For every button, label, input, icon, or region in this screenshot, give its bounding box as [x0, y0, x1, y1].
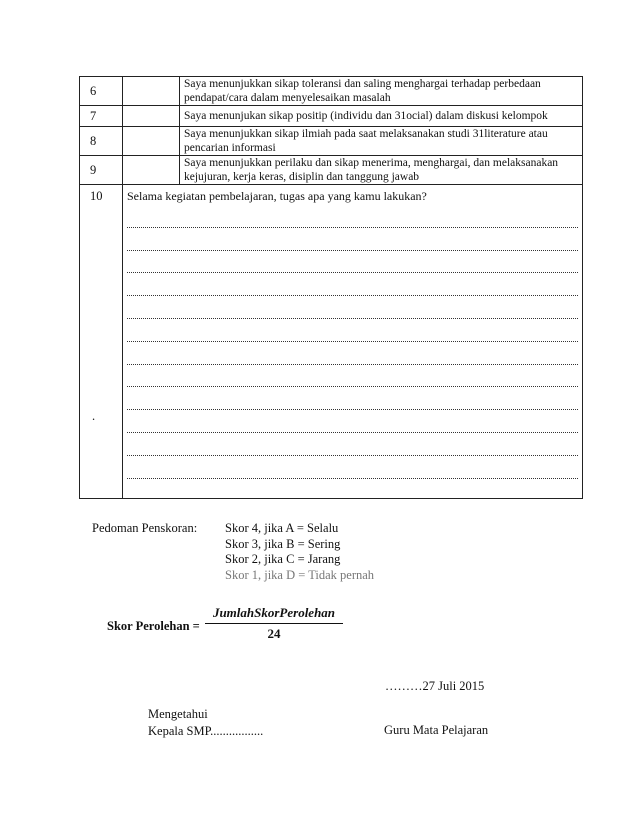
- row-statement: Saya menunjukkan sikap ilmiah pada saat melaksanakan studi 31literature atau pencarian informasi: [180, 127, 583, 156]
- blank-cell: [123, 106, 180, 127]
- row-number-cell: [80, 185, 123, 499]
- questionnaire-table: [79, 76, 583, 499]
- table-row: [80, 106, 583, 127]
- scoring-item: Skor 2, jika C = Jarang: [225, 552, 341, 566]
- scoring-guide-items: [225, 521, 374, 583]
- row-number: 7: [80, 106, 123, 127]
- scoring-item: Skor 3, jika B = Sering: [225, 536, 341, 551]
- answer-line[interactable]: [127, 323, 578, 346]
- fraction-numerator: JumlahSkorPerolehan: [212, 605, 336, 620]
- row-statement: Saya menunjukan sikap positip (individu dan 31ocial) dalam diskusi kelompok: [180, 106, 583, 127]
- row-statement: Saya menunjukkan perilaku dan sikap menerima, menghargai, dan melaksanakan kejujuran, kerja keras, disiplin dan tanggung jawab: [180, 156, 583, 185]
- scoring-item: Skor 1, jika D = Tidak pernah: [225, 567, 375, 582]
- blank-cell: [123, 156, 180, 185]
- blank-cell: [123, 77, 180, 106]
- answer-line[interactable]: [127, 277, 578, 300]
- row-number: 9: [80, 156, 123, 185]
- answer-lines[interactable]: [127, 209, 578, 483]
- table-row: [80, 156, 583, 185]
- signature-date: ………27 Juli 2015: [385, 679, 485, 693]
- teacher-label: Guru Mata Pelajaran: [384, 723, 489, 737]
- principal-label: Kepala SMP.................: [148, 724, 264, 738]
- mengetahui-label: Mengetahui: [148, 707, 208, 721]
- answer-line[interactable]: [127, 437, 578, 460]
- open-question-cell: [123, 185, 583, 499]
- fraction-denominator: 24: [267, 626, 281, 641]
- scoring-item: Skor 4, jika A = Selalu: [225, 521, 339, 535]
- principal-signature-block: [148, 706, 263, 740]
- answer-line[interactable]: [127, 460, 578, 483]
- row-statement: Saya menunjukkan sikap toleransi dan saling menghargai terhadap perbedaan pendapat/cara dalam menyelesaikan masalah: [180, 77, 583, 106]
- blank-cell: [123, 127, 180, 156]
- row-number: 6: [80, 77, 123, 106]
- table-row: [80, 77, 583, 106]
- answer-line[interactable]: [127, 255, 578, 278]
- row-dot: .: [92, 409, 96, 423]
- score-formula-label: Skor Perolehan =: [107, 619, 200, 633]
- row-number: 8: [80, 127, 123, 156]
- answer-line[interactable]: [127, 209, 578, 232]
- scoring-guide-label: Pedoman Penskoran:: [92, 521, 198, 535]
- fraction-bar: [205, 623, 343, 624]
- answer-line[interactable]: [127, 391, 578, 414]
- answer-line[interactable]: [127, 414, 578, 437]
- row-number: 10: [90, 189, 103, 203]
- answer-line[interactable]: [127, 232, 578, 255]
- answer-line[interactable]: [127, 369, 578, 392]
- answer-line[interactable]: [127, 300, 578, 323]
- answer-line[interactable]: [127, 346, 578, 369]
- table-row-open-question: [80, 185, 583, 499]
- score-fraction: [205, 605, 343, 642]
- open-question: Selama kegiatan pembelajaran, tugas apa yang kamu lakukan?: [127, 189, 427, 203]
- table-row: [80, 127, 583, 156]
